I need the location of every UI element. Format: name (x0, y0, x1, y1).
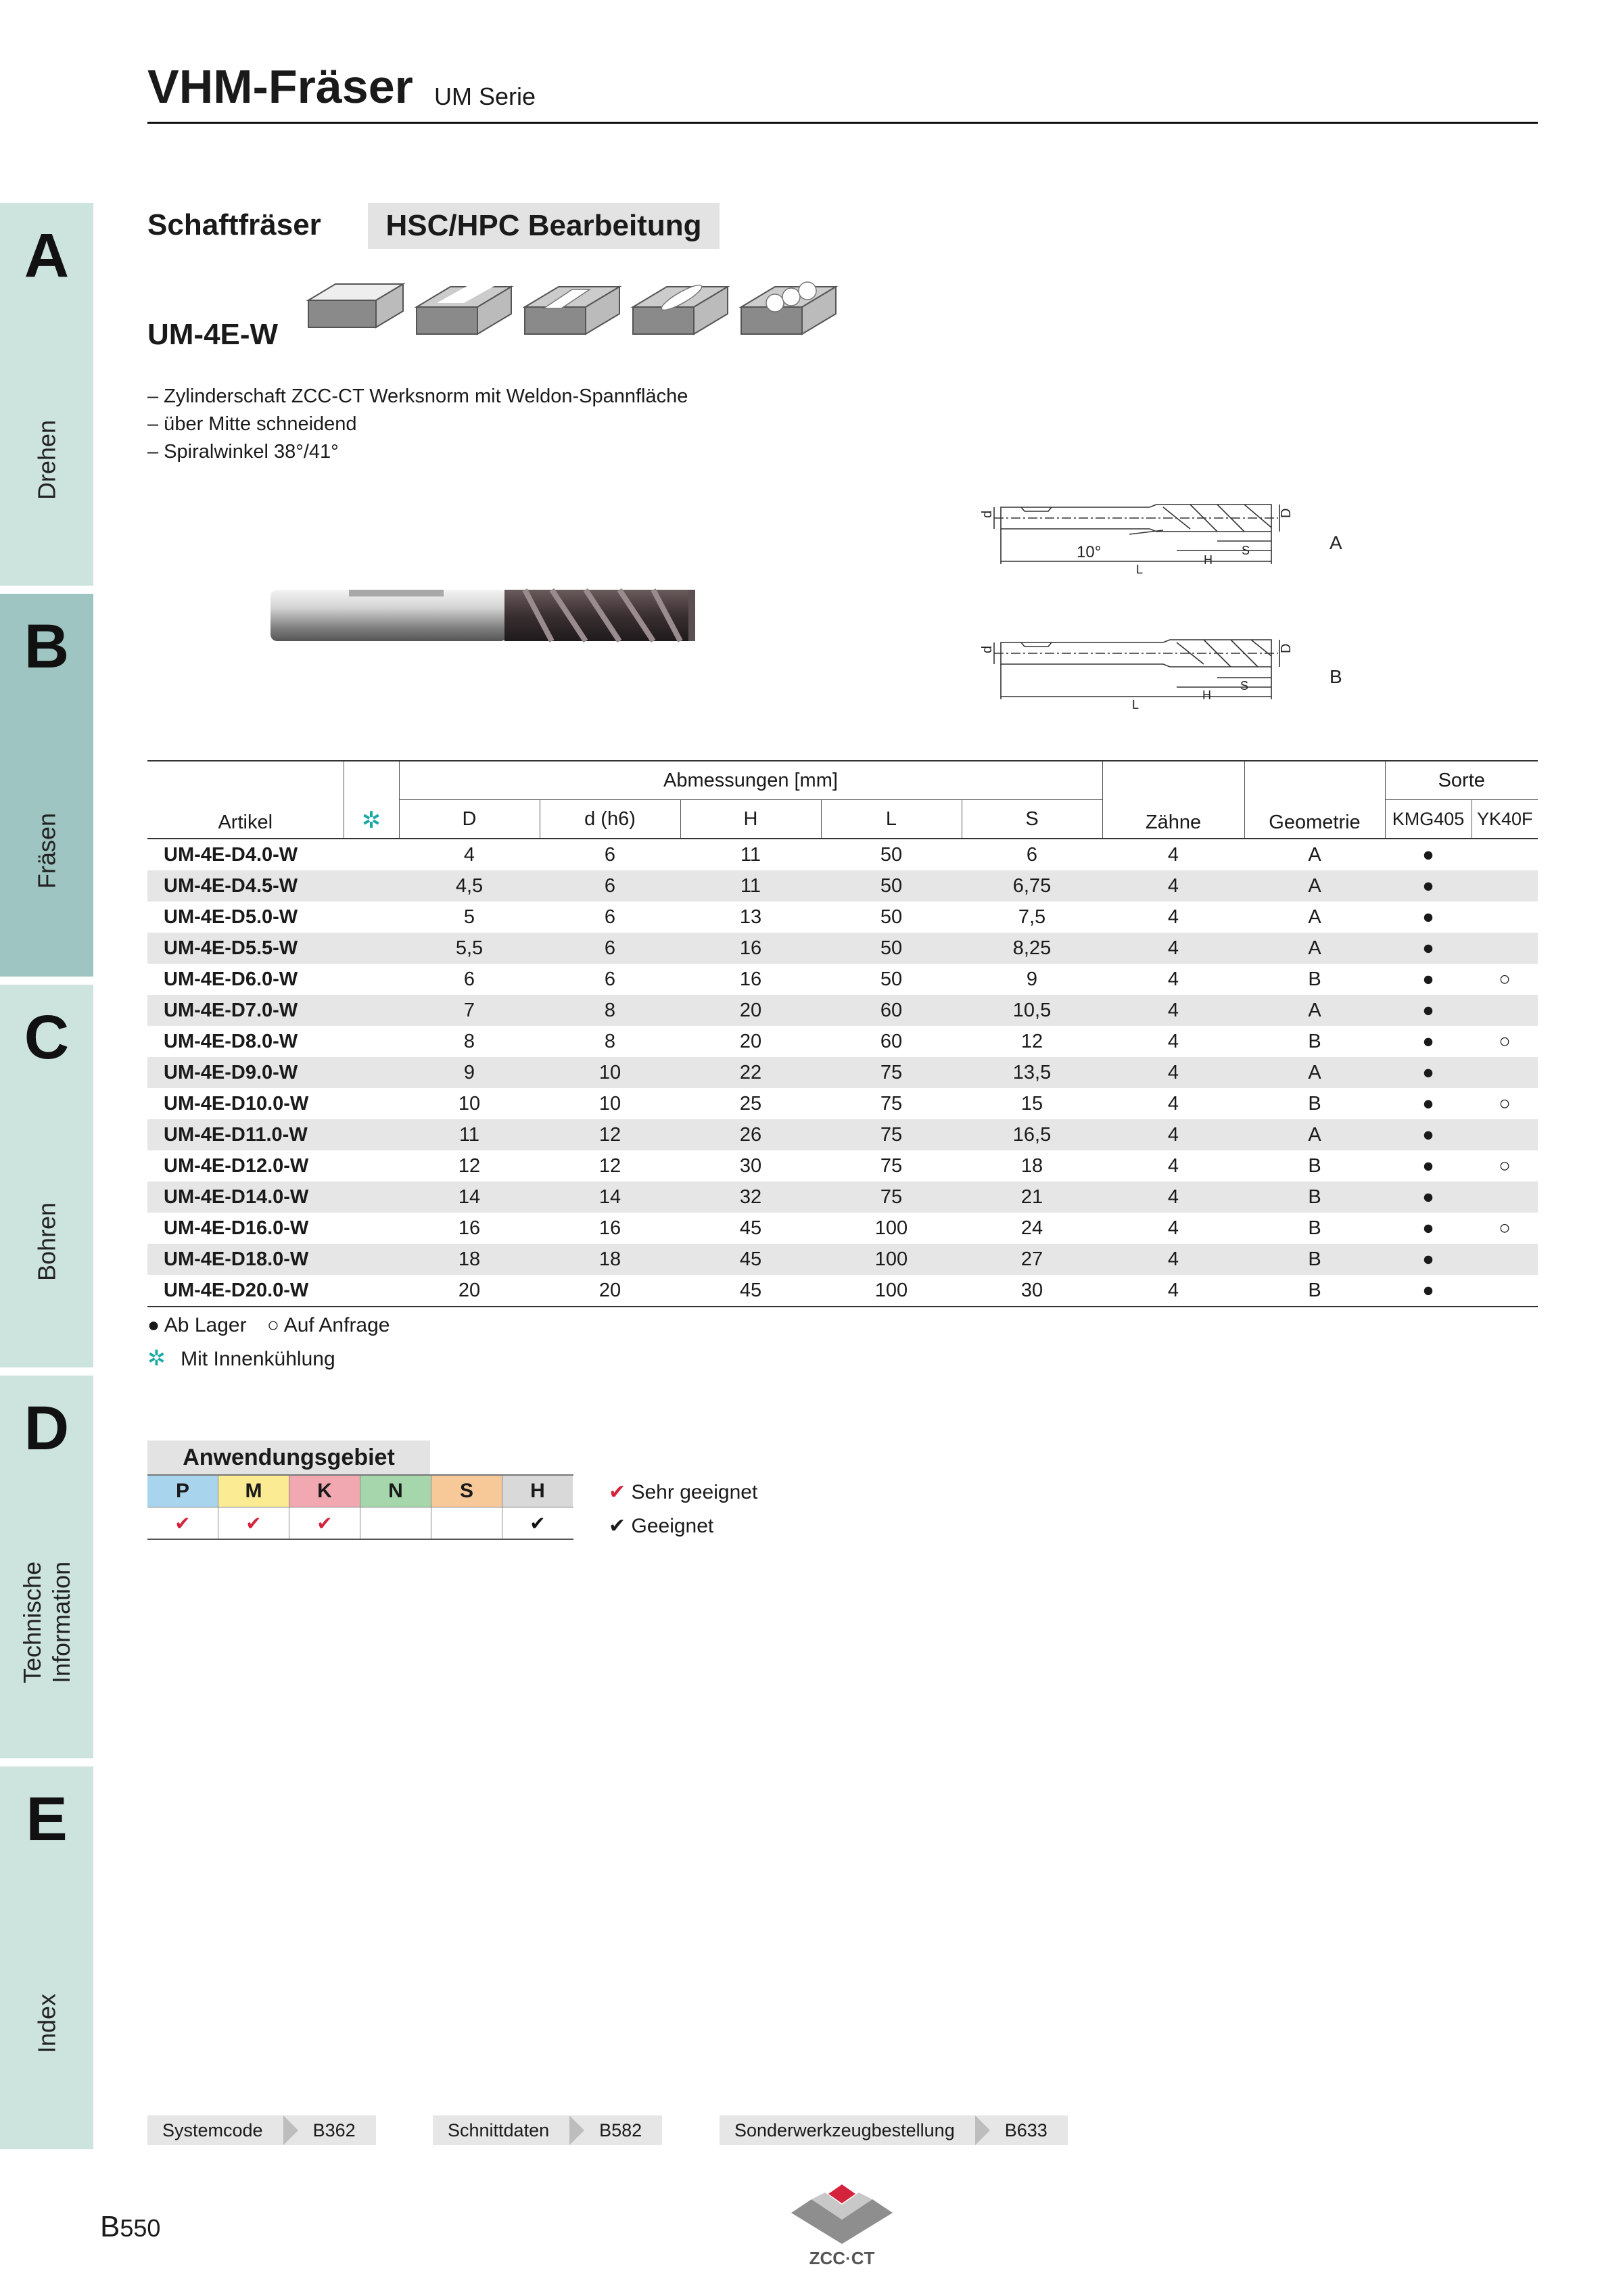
cell-grade-kmg405: ● (1385, 1057, 1472, 1088)
cell-S: 13,5 (962, 1057, 1102, 1088)
cell-H: 25 (739, 1092, 762, 1115)
feature-list (147, 383, 688, 466)
plunge-milling-icon (741, 282, 836, 334)
cell-D: 20 (399, 1275, 540, 1307)
ref-sonderwerkzeug[interactable] (720, 2115, 1068, 2145)
feature-item: – Spiralwinkel 38°/41° (147, 441, 339, 463)
table-row (147, 964, 1538, 995)
cell-S: 7,5 (1018, 906, 1046, 928)
cell-geometry: A (1244, 1119, 1385, 1150)
table-row (147, 839, 1538, 870)
application-title: Anwendungsgebiet (147, 1440, 430, 1474)
cell-L: 60 (880, 1030, 903, 1052)
cell-geometry: A (1244, 1057, 1385, 1088)
model-name: UM-4E-W (147, 318, 279, 351)
col-D: D (399, 800, 540, 839)
cell-grade-yk40f: ○ (1499, 1154, 1511, 1177)
svg-text:ZCC·CT: ZCC·CT (809, 2248, 875, 2268)
cell-d-h6: 12 (598, 1154, 621, 1177)
cell-L: 75 (821, 1119, 962, 1150)
col-grade-kmg405: KMG405 (1385, 800, 1472, 839)
cell-grade-yk40f (1472, 933, 1538, 964)
group-grade: Sorte (1385, 761, 1538, 800)
very-suitable-icon: ✔ (609, 1481, 626, 1503)
material-suitability (147, 1507, 573, 1540)
label-H: H (1204, 553, 1213, 567)
cell-S: 10,5 (962, 995, 1102, 1026)
table-row (147, 995, 1538, 1026)
label-angle: 10° (1077, 543, 1102, 561)
cell-d-h6: 20 (540, 1275, 680, 1307)
cell-S: 16,5 (962, 1119, 1102, 1150)
section-title: Schaftfräser (147, 208, 321, 241)
shoulder-milling-icon (417, 284, 511, 334)
page-title: VHM-Fräser (147, 60, 413, 113)
section-badge: HSC/HPC Bearbeitung (368, 203, 720, 249)
ref-systemcode[interactable] (147, 2115, 376, 2145)
cell-D: 5 (463, 906, 475, 928)
cell-L: 50 (821, 870, 962, 901)
label-d: d (980, 510, 995, 518)
cell-cooling (344, 901, 399, 933)
label-type-a: A (1330, 532, 1342, 553)
spec-table (147, 760, 1538, 1307)
cell-S: 15 (1020, 1092, 1043, 1115)
cell-teeth: 4 (1102, 1244, 1244, 1275)
cell-S: 8,25 (962, 933, 1102, 964)
cell-H: 45 (680, 1244, 821, 1275)
material-group-s: S (431, 1476, 502, 1507)
label-L: L (1132, 698, 1139, 711)
tab-letter: A (24, 221, 70, 290)
cell-d-h6: 6 (604, 968, 616, 990)
tab-label: Index (32, 1993, 61, 2054)
group-dimensions: Abmessungen [mm] (399, 761, 1102, 800)
cell-S: 12 (1020, 1030, 1043, 1052)
ref-page: B582 (599, 2119, 642, 2140)
material-group-m: M (218, 1476, 289, 1507)
cell-cooling (344, 1150, 399, 1181)
cell-grade-kmg405: ● (1422, 1154, 1434, 1177)
technical-drawing (974, 494, 1352, 724)
cell-teeth: 4 (1102, 1181, 1244, 1213)
cell-grade-yk40f: ○ (1499, 1217, 1511, 1239)
cell-D: 5,5 (399, 933, 540, 964)
cell-L: 50 (821, 933, 962, 964)
cell-D: 10 (458, 1092, 481, 1115)
cell-teeth: 4 (1102, 1057, 1244, 1088)
cell-cooling (344, 995, 399, 1026)
cell-geometry: B (1244, 1244, 1385, 1275)
cell-d-h6: 10 (598, 1092, 621, 1115)
cell-article: UM-4E-D20.0-W (147, 1275, 344, 1307)
col-d-h6: d (h6) (540, 800, 680, 839)
cell-article: UM-4E-D9.0-W (147, 1057, 344, 1088)
cell-teeth: 4 (1102, 1119, 1244, 1150)
tab-label: Drehen (32, 419, 61, 500)
cell-cooling (344, 1057, 399, 1088)
col-grade-yk40f: YK40F (1472, 800, 1538, 839)
side-tab-e[interactable] (0, 1766, 93, 2149)
label-H: H (1202, 688, 1211, 702)
cell-geometry: B (1244, 1275, 1385, 1307)
label-D: D (1279, 508, 1294, 518)
cell-teeth: 4 (1167, 843, 1179, 866)
cell-teeth: 4 (1102, 1275, 1244, 1307)
operation-icons (306, 277, 847, 352)
side-tab-c[interactable] (0, 985, 93, 1367)
cell-grade-kmg405: ● (1422, 968, 1434, 990)
cell-teeth: 4 (1167, 1154, 1179, 1177)
cell-geometry: A (1308, 843, 1321, 866)
cell-L: 100 (874, 1217, 908, 1239)
cell-grade-kmg405: ● (1385, 1181, 1472, 1213)
cell-geometry: A (1244, 870, 1385, 901)
table-row (147, 1057, 1538, 1088)
cell-article: UM-4E-D5.5-W (147, 933, 344, 964)
col-L: L (821, 800, 962, 839)
cell-article: UM-4E-D4.0-W (164, 843, 298, 866)
cell-D: 7 (399, 995, 540, 1026)
cell-grade-yk40f: ○ (1499, 1092, 1511, 1115)
label-d: d (980, 645, 995, 653)
cell-cooling (344, 1181, 399, 1213)
cell-cooling (344, 1275, 399, 1307)
cell-article: UM-4E-D14.0-W (147, 1181, 344, 1213)
cell-L: 75 (821, 1181, 962, 1213)
tab-label: Fräsen (32, 812, 61, 889)
cell-geometry: B (1308, 1217, 1321, 1239)
col-H: H (680, 800, 821, 839)
cell-grade-yk40f (1472, 870, 1538, 901)
cell-grade-kmg405: ● (1422, 1030, 1434, 1052)
cell-S: 18 (1020, 1154, 1043, 1177)
label-type-b: B (1330, 666, 1342, 687)
cell-grade-yk40f (1472, 1181, 1538, 1213)
page-number: B550 (100, 2210, 161, 2243)
chevron-right-icon (569, 2115, 584, 2145)
cell-article: UM-4E-D18.0-W (147, 1244, 344, 1275)
cell-H: 13 (739, 906, 762, 928)
cell-d-h6: 10 (540, 1057, 680, 1088)
suitability-mark (360, 1507, 431, 1539)
cell-article: UM-4E-D16.0-W (164, 1217, 309, 1239)
table-row (147, 1244, 1538, 1275)
label-D: D (1279, 643, 1294, 653)
suitability-mark: ✔ (289, 1507, 360, 1539)
cell-grade-yk40f (1472, 1275, 1538, 1307)
application-legend (609, 1476, 757, 1543)
tab-letter: B (24, 612, 70, 681)
table-legend (147, 1309, 390, 1376)
cell-L: 75 (880, 1154, 903, 1177)
material-group-h: H (502, 1476, 573, 1507)
cell-grade-kmg405: ● (1385, 1119, 1472, 1150)
feature-item: – Zylinderschaft ZCC-CT Werksnorm mit Weldon-Spannfläche (147, 385, 688, 407)
cooling-icon: ✲ (147, 1346, 166, 1370)
cell-cooling (344, 839, 399, 870)
col-S: S (962, 800, 1102, 839)
page-subtitle: UM Serie (434, 83, 536, 110)
cell-L: 50 (880, 843, 903, 866)
cell-cooling (344, 1119, 399, 1150)
material-group-k: K (289, 1476, 360, 1507)
suitability-mark: ✔ (147, 1507, 218, 1539)
ref-schnittdaten[interactable] (433, 2115, 662, 2145)
cell-H: 22 (680, 1057, 821, 1088)
table-row (147, 1026, 1538, 1057)
cell-article: UM-4E-D6.0-W (164, 968, 298, 990)
suitability-mark (431, 1507, 502, 1539)
chevron-right-icon (283, 2115, 298, 2145)
cell-d-h6: 6 (540, 933, 680, 964)
cell-teeth: 4 (1102, 933, 1244, 964)
cell-grade-yk40f (1472, 1244, 1538, 1275)
table-row (147, 1181, 1538, 1213)
col-geometry: Geometrie (1244, 761, 1385, 839)
cell-grade-kmg405: ● (1385, 870, 1472, 901)
cell-H: 20 (739, 1030, 762, 1052)
cell-grade-yk40f: ○ (1499, 968, 1511, 990)
cell-geometry: B (1308, 968, 1321, 990)
legend-suitable: Geeignet (631, 1515, 714, 1537)
cell-teeth: 4 (1167, 1092, 1179, 1115)
cell-d-h6: 6 (604, 906, 616, 928)
cell-d-h6: 6 (540, 870, 680, 901)
cell-L: 100 (821, 1275, 962, 1307)
header-rule (147, 122, 1538, 124)
legend-stock: ● Ab Lager (147, 1314, 247, 1336)
cell-L: 50 (880, 968, 903, 990)
col-teeth: Zähne (1102, 761, 1244, 839)
material-groups (147, 1474, 573, 1507)
cell-grade-yk40f (1472, 1057, 1538, 1088)
cell-grade-yk40f: ○ (1499, 1030, 1511, 1052)
cell-geometry: B (1308, 1154, 1321, 1177)
suitability-mark: ✔ (530, 1512, 546, 1534)
cell-teeth: 4 (1102, 870, 1244, 901)
table-row (147, 933, 1538, 964)
cell-S: 9 (1026, 968, 1038, 990)
legend-request: ○ Auf Anfrage (266, 1314, 390, 1336)
cell-D: 9 (399, 1057, 540, 1088)
cell-geometry: B (1308, 1030, 1321, 1052)
cell-grade-kmg405: ● (1422, 1217, 1434, 1239)
material-group-p: P (147, 1476, 218, 1507)
cell-D: 16 (458, 1217, 481, 1239)
suitability-mark: ✔ (218, 1507, 289, 1539)
cell-S: 27 (962, 1244, 1102, 1275)
ref-page: B633 (1004, 2119, 1048, 2140)
cell-D: 8 (463, 1030, 475, 1052)
legend-cooling: Mit Innenkühlung (181, 1348, 335, 1370)
cell-D: 6 (463, 968, 475, 990)
pocket-milling-icon (633, 281, 728, 334)
cell-geometry: B (1244, 1181, 1385, 1213)
cell-article: UM-4E-D8.0-W (164, 1030, 298, 1052)
face-milling-icon (308, 284, 403, 327)
cell-article: UM-4E-D4.5-W (147, 870, 344, 901)
cell-H: 11 (680, 870, 821, 901)
ref-label: Sonderwerkzeugbestellung (734, 2119, 955, 2140)
table-row (147, 901, 1538, 933)
cell-grade-yk40f (1472, 995, 1538, 1026)
cell-cooling (344, 933, 399, 964)
cell-teeth: 4 (1167, 1030, 1179, 1052)
zcc-ct-logo (784, 2182, 899, 2270)
cell-H: 20 (680, 995, 821, 1026)
cell-cooling (344, 1088, 399, 1119)
cell-grade-kmg405: ● (1422, 1092, 1434, 1115)
cell-d-h6: 8 (540, 995, 680, 1026)
tab-letter: E (26, 1785, 68, 1854)
cell-grade-kmg405: ● (1385, 1244, 1472, 1275)
cell-H: 45 (739, 1217, 762, 1239)
cell-article: UM-4E-D7.0-W (147, 995, 344, 1026)
cell-D: 18 (399, 1244, 540, 1275)
cell-article: UM-4E-D5.0-W (164, 906, 298, 928)
cell-article: UM-4E-D10.0-W (164, 1092, 309, 1115)
cell-S: 30 (962, 1275, 1102, 1307)
cell-grade-kmg405: ● (1385, 933, 1472, 964)
cell-cooling (344, 1026, 399, 1057)
cell-L: 100 (821, 1244, 962, 1275)
side-tab-d[interactable] (0, 1376, 93, 1758)
legend-very-suitable: Sehr geeignet (631, 1481, 758, 1503)
cell-teeth: 4 (1167, 968, 1179, 990)
cell-D: 12 (458, 1154, 481, 1177)
cell-teeth: 4 (1102, 995, 1244, 1026)
cell-grade-kmg405: ● (1385, 1275, 1472, 1307)
cell-D: 11 (399, 1119, 540, 1150)
ref-label: Schnittdaten (448, 2119, 550, 2140)
cell-D: 14 (399, 1181, 540, 1213)
side-tab-b[interactable] (0, 594, 93, 977)
table-row (147, 1213, 1538, 1244)
cell-D: 4,5 (399, 870, 540, 901)
cell-L: 50 (880, 906, 903, 928)
tab-label: Bohren (32, 1202, 61, 1282)
cooling-icon: ✲ (344, 761, 399, 839)
cell-geometry: A (1244, 933, 1385, 964)
cell-geometry: A (1244, 995, 1385, 1026)
cell-cooling (344, 964, 399, 995)
label-S: S (1242, 544, 1250, 557)
cell-H: 45 (680, 1275, 821, 1307)
cell-L: 60 (821, 995, 962, 1026)
cell-H: 26 (680, 1119, 821, 1150)
chevron-right-icon (975, 2115, 990, 2145)
cell-d-h6: 6 (604, 843, 616, 866)
cell-H: 16 (680, 933, 821, 964)
label-L: L (1136, 563, 1144, 576)
side-tab-a[interactable] (0, 203, 93, 586)
cell-D: 4 (463, 843, 475, 866)
end-mill-image (268, 582, 701, 649)
cell-grade-kmg405: ● (1422, 843, 1434, 866)
cell-d-h6: 12 (540, 1119, 680, 1150)
cell-grade-yk40f (1472, 1119, 1538, 1150)
cell-d-h6: 18 (540, 1244, 680, 1275)
ref-page: B362 (312, 2119, 356, 2140)
cell-S: 6,75 (962, 870, 1102, 901)
cell-grade-kmg405: ● (1422, 906, 1434, 928)
table-row (147, 1275, 1538, 1307)
table-row (147, 1150, 1538, 1181)
col-article: Artikel (147, 761, 344, 839)
table-row (147, 870, 1538, 901)
cell-teeth: 4 (1167, 906, 1179, 928)
tab-letter: C (24, 1003, 70, 1072)
material-group-n: N (360, 1476, 431, 1507)
cell-H: 32 (680, 1181, 821, 1213)
feature-item: – über Mitte schneidend (147, 413, 357, 435)
cell-cooling (344, 1213, 399, 1244)
tab-label: Technische Information (18, 1561, 75, 1683)
cell-teeth: 4 (1167, 1217, 1179, 1239)
ref-label: Systemcode (162, 2119, 263, 2140)
cell-article: UM-4E-D11.0-W (147, 1119, 344, 1150)
cell-d-h6: 8 (604, 1030, 616, 1052)
label-S: S (1240, 679, 1249, 693)
suitable-icon: ✔ (609, 1515, 626, 1537)
cell-grade-kmg405: ● (1385, 995, 1472, 1026)
cell-d-h6: 16 (598, 1217, 621, 1239)
cell-L: 75 (880, 1092, 903, 1115)
cell-H: 16 (739, 968, 762, 990)
cell-S: 24 (1020, 1217, 1043, 1239)
slot-milling-icon (525, 287, 619, 334)
cell-d-h6: 14 (540, 1181, 680, 1213)
cell-S: 6 (1026, 843, 1038, 866)
cell-cooling (344, 870, 399, 901)
cell-H: 30 (739, 1154, 762, 1177)
cell-article: UM-4E-D12.0-W (164, 1154, 309, 1177)
cell-geometry: B (1308, 1092, 1321, 1115)
cell-geometry: A (1308, 906, 1321, 928)
cell-H: 11 (740, 843, 761, 866)
cell-S: 21 (962, 1181, 1102, 1213)
cell-grade-yk40f (1472, 901, 1538, 933)
cell-L: 75 (821, 1057, 962, 1088)
table-row (147, 1119, 1538, 1150)
cell-grade-yk40f (1472, 839, 1538, 870)
tab-letter: D (24, 1394, 70, 1463)
table-row (147, 1088, 1538, 1119)
cell-cooling (344, 1244, 399, 1275)
application-table (147, 1440, 573, 1540)
